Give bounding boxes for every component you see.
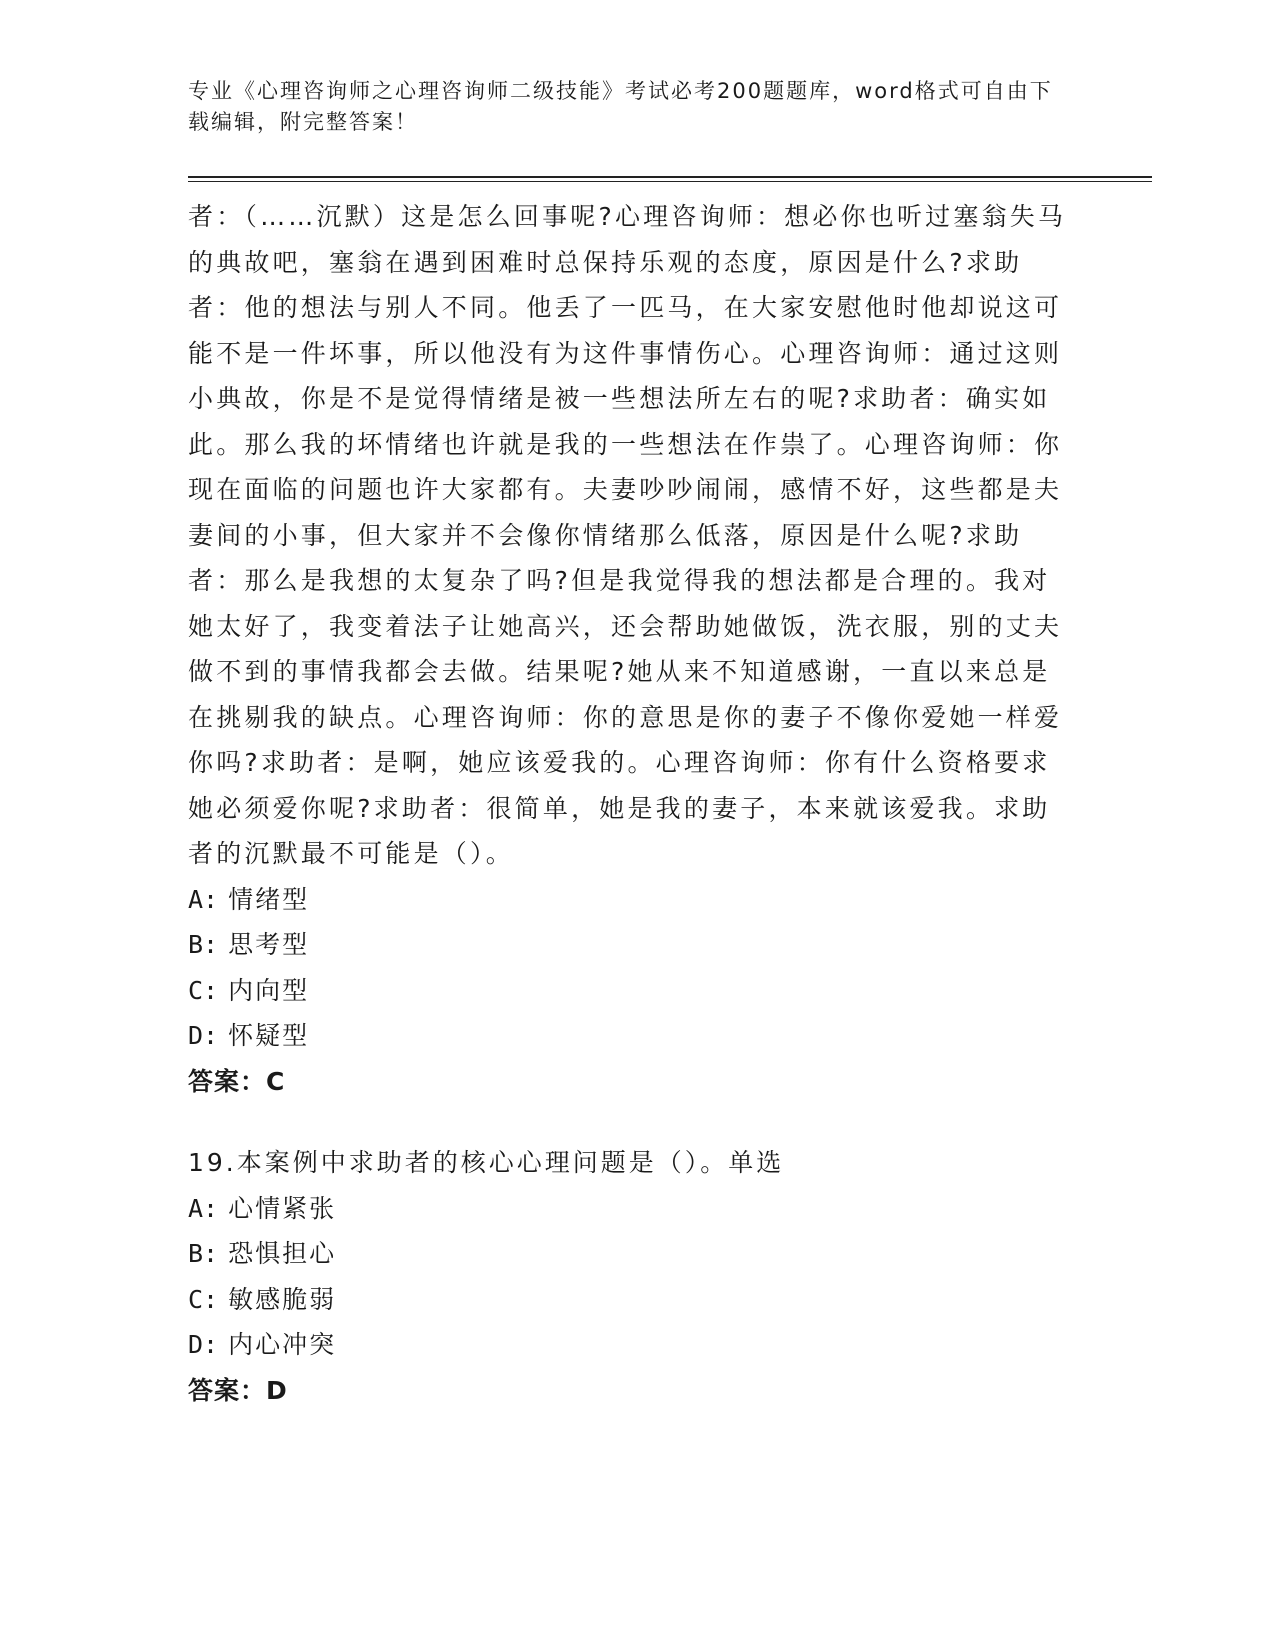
option-letter: A:	[188, 884, 219, 914]
option-a	[188, 1186, 1068, 1232]
option-c	[188, 1277, 1068, 1323]
option-text: 怀疑型	[228, 1021, 310, 1050]
option-a	[188, 877, 1068, 923]
option-letter: B:	[188, 1239, 219, 1268]
document-header: 专业《心理咨询师之心理咨询师二级技能》考试必考200题题库，word格式可自由下载编辑，附完整答案！	[188, 79, 1053, 134]
option-text: 思考型	[228, 930, 310, 959]
question-19-block	[188, 1140, 1068, 1413]
option-letter: B:	[188, 930, 219, 959]
question-18-passage: 者：（……沉默）这是怎么回事呢?心理咨询师：想必你也听过塞翁失马的典故吧，塞翁在遇到困难时总保持乐观的态度，原因是什么?求助者：他的想法与别人不同。他丢了一匹马，在大家安慰他时他却说这可能不是一件坏事，所以他没有为这件事情伤心。心理咨询师：通过这则小典故，你是不是觉得情绪是被一些想法所左右的呢?求助者：确实如此。那么我的坏情绪也许就是我的一些想法在作祟了。心理咨询师：你现在面临的问题也许大家都有。夫妻吵吵闹闹，感情不好，这些都是夫妻间的小事，但大家并不会像你情绪那么低落，原因是什么呢?求助者：那么是我想的太复杂了吗?但是我觉得我的想法都是合理的。我对她太好了，我变着法子让她高兴，还会帮助她做饭，洗衣服，别的丈夫做不到的事情我都会去做。结果呢?她从来不知道感谢，一直以来总是在挑剔我的缺点。心理咨询师：你的意思是你的妻子不像你爱她一样爱你吗?求助者：是啊，她应该爱我的。心理咨询师：你有什么资格要求她必须爱你呢?求助者：很简单，她是我的妻子，本来就该爱我。求助者的沉默最不可能是（）。	[188, 202, 1067, 868]
option-d	[188, 1013, 1068, 1059]
question-18-block	[188, 194, 1068, 1104]
option-d	[188, 1322, 1068, 1368]
option-text: 敏感脆弱	[228, 1284, 337, 1314]
option-text: 情绪型	[228, 884, 310, 914]
option-b	[188, 922, 1068, 968]
answer-line: 答案：C	[188, 1066, 286, 1096]
option-letter: C:	[188, 1284, 219, 1314]
option-text: 心情紧张	[228, 1193, 337, 1223]
option-letter: D:	[188, 1330, 219, 1359]
option-letter: D:	[188, 1021, 219, 1050]
option-text: 恐惧担心	[228, 1239, 337, 1268]
header-divider-thin	[188, 181, 1152, 182]
option-letter: A:	[188, 1193, 219, 1223]
option-b	[188, 1231, 1068, 1277]
question-19-title: 19.本案例中求助者的核心心理问题是（）。单选	[188, 1148, 785, 1177]
option-text: 内向型	[228, 975, 310, 1005]
option-letter: C:	[188, 975, 219, 1005]
answer-line: 答案：D	[188, 1375, 288, 1405]
option-text: 内心冲突	[228, 1330, 337, 1359]
option-c	[188, 968, 1068, 1014]
header-divider	[188, 176, 1152, 178]
